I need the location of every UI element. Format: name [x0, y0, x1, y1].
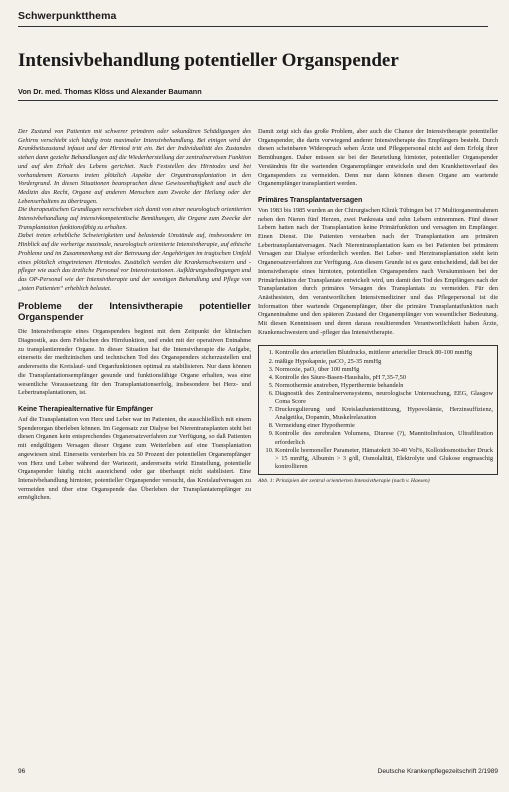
checklist-item: 5. Normothermie anstreben, Hyperthermie behandeln	[275, 382, 493, 390]
article-authors: Von Dr. med. Thomas Klöss und Alexander Baumann	[18, 87, 498, 101]
checklist-item: 1. Kontrolle des arteriellen Blutdrucks, mittlerer arterieller Druck 80-100 mmHg	[275, 349, 493, 357]
body-paragraph: Die Intensivtherapie eines Organspenders beginnt mit dem Zeitpunkt der klinischen Diagnostik, aus dem Fehlschen des Hirnfunktion, und endet mit der operativen Entnahme zu transplantierender Organe. In dieser Situation hat die Intensivtherapie die Aufgabe, einerseits der medizinischen und technischen Tod des Organspenders sicherzustellen und andererseits die Kreislauf- und Organfunktionen optimal zu stabilisieren. Nur dann können die Transplantationsempfänger gesunde und funktionsfähige Organe erhalten, was eine wesentliche Voraussetzung für den Transplantationserfolg, insbesondere bei Herz- und Lebertransplantationen, ist.	[18, 328, 251, 397]
body-paragraph: Auf die Transplantation von Herz und Leber war im Patienten, die ausschließlich mit einem Spenderorgan überleben können. Im Gegensatz zur Dialyse bei Nierentransplanten steht bei diesen Organen kein entsprechendes Organersatzverfahren zur Verfügung, so daß Patienten mit endgültigem Versagen dieser Organe zum Weiterleben auf eine Transplantation angewiesen sind. Einerseits versterben bis zu 50 Prozent der potentiellen Organempfänger von Herz und Leber während der Wartezeit, andererseits wirkt Einstellung, potentielle Organspender häufig nicht ausreichend oder gar überhaupt nicht stabilisiert. Eine Intensivbehandlung hirntoter, potentieller Organspender versucht, das Kreislaufversagen zu vermeiden und über eine Organspende das Überleben der Transplantatempfänger zu ermöglichen.	[18, 415, 251, 502]
left-column	[18, 128, 251, 503]
checklist-item: 6. Diagnostik des Zentralnervensystems, neurologische Untersuchung, EEG, Glasgow Coma Score	[275, 390, 493, 406]
page-footer	[18, 768, 498, 780]
checklist	[263, 349, 493, 470]
abstract	[18, 128, 251, 293]
right-column	[258, 128, 498, 485]
therapy-checklist-box	[258, 345, 498, 474]
section-heading: Probleme der Intensivtherapie potentieller Organspender	[18, 301, 251, 324]
abstract-paragraph: Die therapeutischen Grundlagen verschieben sich damit von einer neurologisch orientierten Intensivbehandlung auf intensivkompetentische Bemühungen, die Organe zum Zwecke der Transplantation funktionsfähig zu erhalten.	[18, 206, 251, 231]
abstract-paragraph: Dabei treten erhebliche Schwierigkeiten und belastende Umstände auf, insbesondere im Hinblick auf die vorherige maximale, neurologisch orientierte Intensivtherapie, auf ethische Probleme und im Zusammenhang mit der Betreuung der Angehörigen im tragischen Umfeld eines plötzlich eingetretenen Hirntodes. Zusätzlich werden die Krankenschwestern und -pfleger wie auch das ärztliche Personal vor Intensivstationen. Aufklärungsbedingungen und das OP-Personal wie der Intensivtherapie und der sonstigen Behandlung und Pflege von „toten Patienten“ erheblich belastet.	[18, 232, 251, 292]
section-label: Schwerpunktthema	[18, 10, 117, 22]
journal-citation: Deutsche Krankenpflegezeitschrift 2/1989	[377, 768, 498, 775]
checklist-item: 4. Kontrolle des Säure-Basen-Haushalts, pH 7,35-7,50	[275, 374, 493, 382]
checklist-item: 7. Druckregulierung und Kreislaufunterstützung, Hypovolämie, Herzinsuffizienz, Analgetika, Dopamin, Muskelrelaxation	[275, 406, 493, 422]
article-title: Intensivbehandlung potentieller Organspender	[18, 50, 399, 71]
checklist-item: 2. mäßige Hypokapnie, paCO₂ 25-35 mmHg	[275, 358, 493, 366]
section-header	[18, 10, 488, 27]
figure-caption: Abb. 1: Prinzipien der zentral orientierten Intensivtherapie (nach v. Haesen)	[258, 477, 430, 484]
checklist-item: 9. Kontrolle des zerebralen Volumens, Diurese (?), Mannitolinfusion, Ultrafiltration erforderlich	[275, 430, 493, 446]
checklist-item: 3. Normoxie, paO₂ über 100 mmHg	[275, 366, 493, 374]
checklist-item: 10. Kontrolle hormoneller Parameter, Hämatokrit 30-40 Vol%, Kolloidosmotischer Druck > 15 mmHg, Albumin > 3 g/dl, Osmolalität, Elektrolyte und Glukose engmaschig kontrollieren	[275, 447, 493, 471]
body-paragraph: Damit zeigt sich das große Problem, aber auch die Chance der Intensivtherapie potentieller Organspender, die darin vorwiegend anderer Intensivtherapie des Empfängers besteht. Durch diesen scheinbaren Widerspruch sehen Ärzte und Pflegepersonal nicht auf dem Erfolg ihrer Bemühungen. Daher müssen sie bei der Beurteilung hirntoter, potentieller Organspender Verständnis für die wartenden Organempfänger entwickeln und den Krankheitsverlauf des Organspenders zu vermeiden. Denn nur dann können diesen Organe am wartende Organempfänger transplantiert werden.	[258, 128, 498, 188]
body-paragraph: Von 1983 bis 1985 wurden an der Chirurgischen Klinik Tübingen bei 17 Multiorganentnahmen neben den Nieren fünf Herzen, zwei Pankreata und zehn Lebern entnommen. Fünf dieser Lebern hatten nach der Transplantation keine Primärfunktion und versagten im Empfänger. Einen Dienst. Die Patienten verstarben nach der Transplantation am primären Lebertransplantatversagen. Nach Nierentransplantation kam es bei Patienten bei primärem Versagen zur Dialyse erforderlich werden. Bei Leber- und Herztransplantation steht kein Organersatzverfahren zur Verfügung. Aus diesem Grunde ist es ganz entscheidend, daß bei der Intensivtherapie eines hirntoten, potentiellen Organspenders nach Versäumnissen bei der Primärfunktion der Transplantate entwickelt wird, um damit den Tod des Empfängers nach der Transplantation durch primäres Versagen des Transplantats zu vermeiden. Für den Anästhesisten, den verantwortlichen Intensivmediziner und das Pflegepersonal ist die Information über wartende Organempfänger, über die primäre Transplantatfunktion nach Organentnahme und den späteren Zustand der Organempfänger von wesentlicher Bedeutung. Mit diesen Kenntnissen und deren daraus resultierenden Verantwortlichkeit haben Ärzte, Krankenschwestern und -pfleger das Intensivtherapie.	[258, 206, 498, 336]
checklist-item: 8. Vermeidung einer Hypothermie	[275, 422, 493, 430]
subsection-heading: Primäres Transplantatversagen	[258, 196, 363, 204]
page-number: 96	[18, 768, 26, 775]
abstract-paragraph: Der Zustand von Patienten mit schwerer primären oder sekundären Schädigungen des Gehirns verschiebt sich häufig trotz maximaler Intensivbehandlung. Bei einigen wird der Krankheitszustand infaust und der Hirntod tritt ein. Bei der Individualität des Zustandes stehen dann gezielte Behandlungen auf die Wiederherstellung der zentralnervösen Funktion und auf den Erhalt des Lebens gerichtet. Nach Feststellen des Hirntodes und bei vorhandenem Konsens treten plötzlich Aspekte der Organtransplantation in den Vordergrund. In diesen Situationen beanspruchen diese Gewissenhaftigkeit und auch die Medizin das Recht, Organe auf anderen Menschen zum Zwecke der Heilung oder der Lebenserhaltens zu übertragen.	[18, 128, 251, 205]
subsection-heading: Keine Therapiealternative für Empfänger	[18, 405, 153, 413]
